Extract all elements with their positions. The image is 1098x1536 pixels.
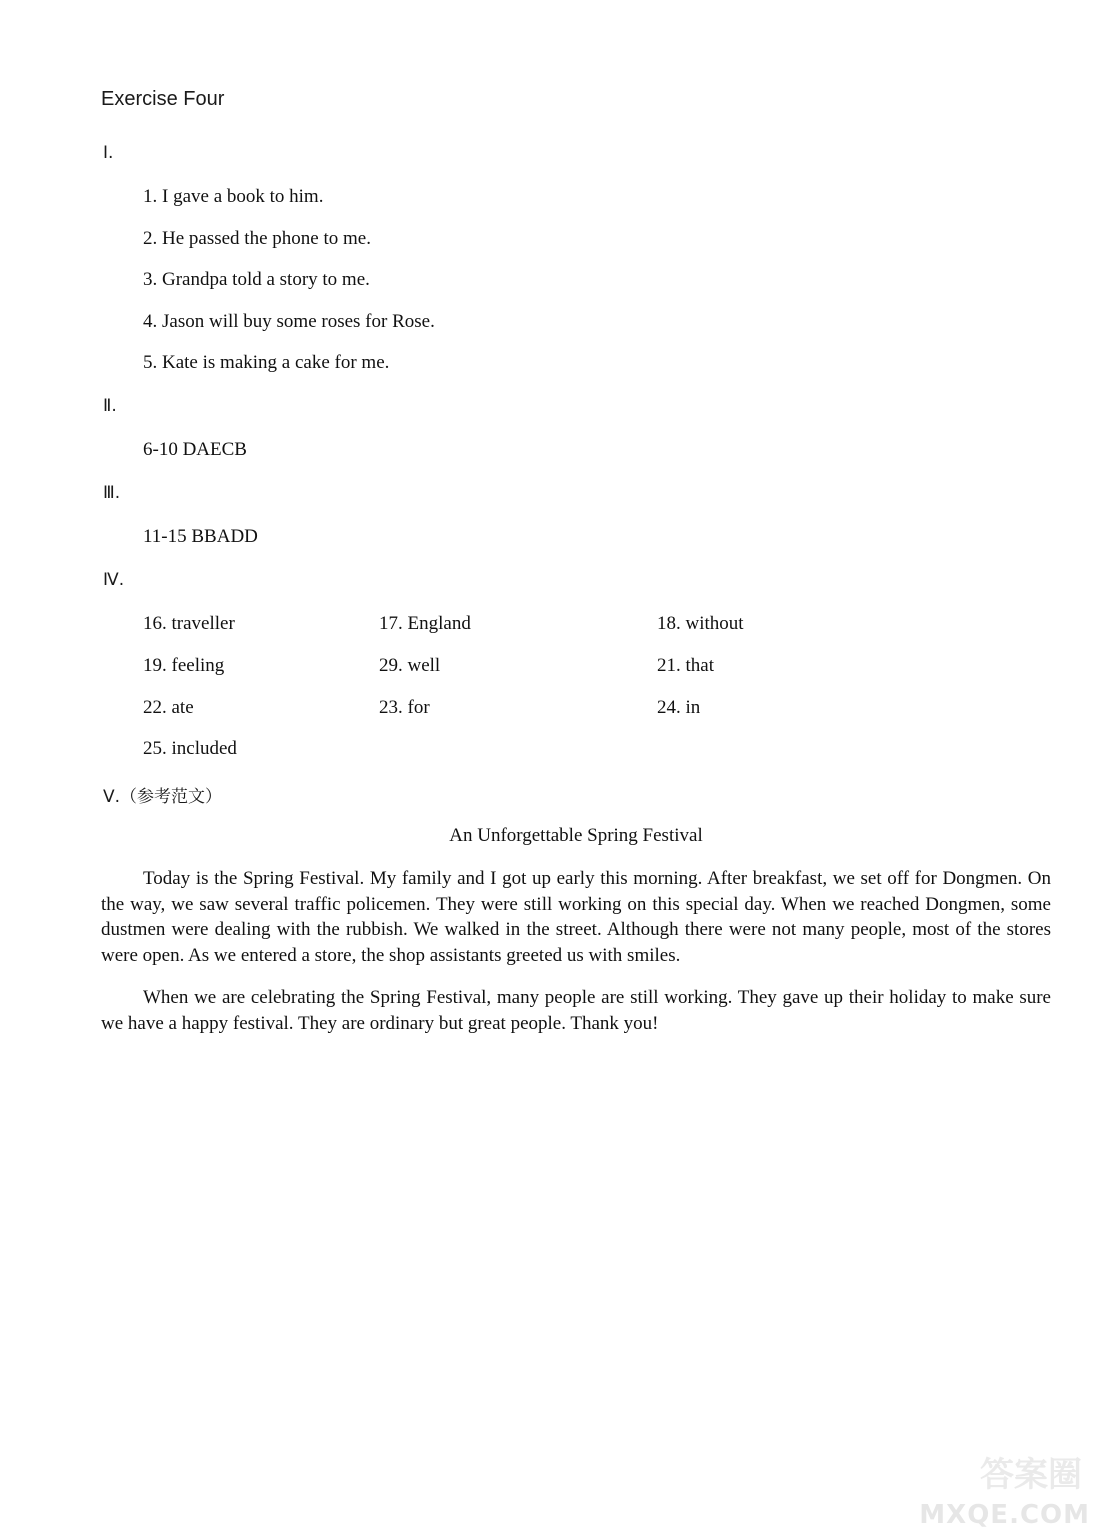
answer-cell: 19. feeling xyxy=(143,655,225,676)
answer-cell: 25. included xyxy=(143,738,237,759)
answer-cell: 16. traveller xyxy=(143,613,235,634)
watermark-url: MXQE.COM xyxy=(919,1500,1090,1530)
essay-paragraph: When we are celebrating the Spring Festival, many people are still working. They gave up their holiday to make sure we have a happy festival. They are ordinary but great people. Thank you! xyxy=(101,987,1051,1034)
section-3-answer: 11-15 BBADD xyxy=(143,526,258,547)
list-item: 4. Jason will buy some roses for Rose. xyxy=(143,311,435,332)
section-2-answer: 6-10 DAECB xyxy=(143,439,247,460)
section-1-label: Ⅰ. xyxy=(103,143,114,163)
answer-cell: 18. without xyxy=(657,613,744,634)
answer-cell: 24. in xyxy=(657,697,701,718)
watermark-cn: 答案圈 xyxy=(980,1455,1082,1495)
section-4-label: Ⅳ. xyxy=(103,570,125,590)
section-2-label: Ⅱ. xyxy=(103,396,117,416)
list-item: 2. He passed the phone to me. xyxy=(143,228,371,249)
answer-cell: 22. ate xyxy=(143,697,194,718)
essay-title: An Unforgettable Spring Festival xyxy=(449,825,703,846)
section-5-label: Ⅴ.（参考范文） xyxy=(103,787,223,807)
page-title: Exercise Four xyxy=(101,88,225,110)
answer-cell: 23. for xyxy=(379,697,430,718)
section-3-label: Ⅲ. xyxy=(103,483,121,503)
list-item: 5. Kate is making a cake for me. xyxy=(143,352,390,373)
essay-paragraph: Today is the Spring Festival. My family and I got up early this morning. After breakfast, we set off for Dongmen. On the way, we saw several traffic policemen. They were still working on this special day. When we reached Dongmen, some dustmen were dealing with the rubbish. We walked in the street. Although there were not many people, most of the stores were open. As we entered a store, the shop assistants greeted us with smiles. xyxy=(101,868,1051,966)
answer-cell: 29. well xyxy=(379,655,441,676)
answer-cell: 21. that xyxy=(657,655,714,676)
list-item: 1. I gave a book to him. xyxy=(143,186,324,207)
watermark-logo xyxy=(910,1450,1090,1530)
answer-cell: 17. England xyxy=(379,613,471,634)
list-item: 3. Grandpa told a story to me. xyxy=(143,269,370,290)
